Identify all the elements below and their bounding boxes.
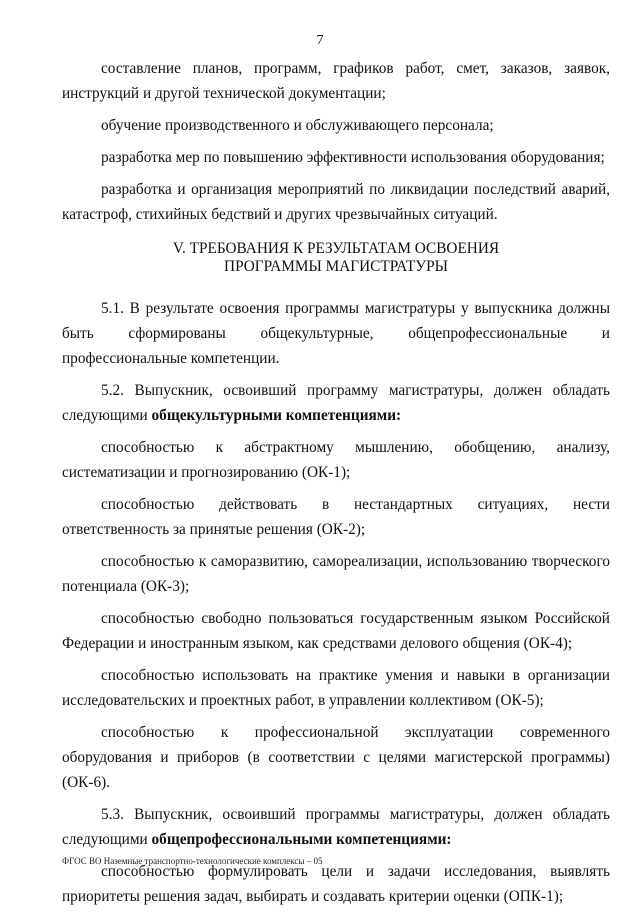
section-heading xyxy=(62,240,610,276)
paragraph-5-3-lead: 5.3. Выпускник, освоивший программы магистратуры, должен обладать следующими xyxy=(62,806,610,848)
document-body xyxy=(62,56,610,916)
paragraph: составление планов, программ, графиков работ, смет, заказов, заявок, инструкций и другой технической документации; xyxy=(62,60,610,102)
page-number: 7 xyxy=(316,33,324,48)
paragraph-5-2-lead: 5.2. Выпускник, освоивший программу магистратуры, должен обладать следующими xyxy=(62,382,610,424)
paragraph-5-2 xyxy=(62,378,610,428)
ok-item: способностью действовать в нестандартных ситуациях, нести ответственность за принятые решения (ОК-2); xyxy=(62,496,610,538)
section-heading-line: ПРОГРАММЫ МАГИСТРАТУРЫ xyxy=(224,258,448,275)
paragraph-5-2-bold: общекультурными компетенциями: xyxy=(151,407,402,424)
paragraph: разработка мер по повышению эффективности использования оборудования; xyxy=(101,149,605,166)
paragraph-5-3 xyxy=(62,802,610,852)
ok-item: способностью использовать на практике умения и навыки в организации исследовательских и проектных работ, в управлении коллективом (ОК-5); xyxy=(62,667,610,709)
ok-item: способностью свободно пользоваться государственным языком Российской Федерации и иностранным языком, как средствами делового общения (ОК-4); xyxy=(62,610,610,652)
paragraph-5-1: 5.1. В результате освоения программы магистратуры у выпускника должны быть сформированы общекультурные, общепрофессиональные и профессиональные компетенции. xyxy=(62,300,610,367)
ok-item: способностью к саморазвитию, самореализации, использованию творческого потенциала (ОК-3); xyxy=(62,553,610,595)
paragraph-5-3-bold: общепрофессиональными компетенциями: xyxy=(151,831,452,848)
ok-item: способностью к профессиональной эксплуатации современного оборудования и приборов (в соответствии с целями магистерской программы) (ОК-6). xyxy=(62,724,610,791)
section-heading-line: V. ТРЕБОВАНИЯ К РЕЗУЛЬТАТАМ ОСВОЕНИЯ xyxy=(172,240,500,257)
paragraph: разработка и организация мероприятий по ликвидации последствий аварий, катастроф, стихийных бедствий и других чрезвычайных ситуаций. xyxy=(62,181,610,223)
page-footer: ФГОС ВО Наземные транспортно-технологические комплексы – 05 xyxy=(62,856,323,866)
paragraph: обучение производственного и обслуживающего персонала; xyxy=(101,117,494,134)
ok-item: способностью к абстрактному мышлению, обобщению, анализу, систематизации и прогнозированию (ОК-1); xyxy=(62,439,610,481)
opk-item: способностью формулировать цели и задачи исследования, выявлять приоритеты решения задач, выбирать и создавать критерии оценки (ОПК-1); xyxy=(62,863,610,905)
